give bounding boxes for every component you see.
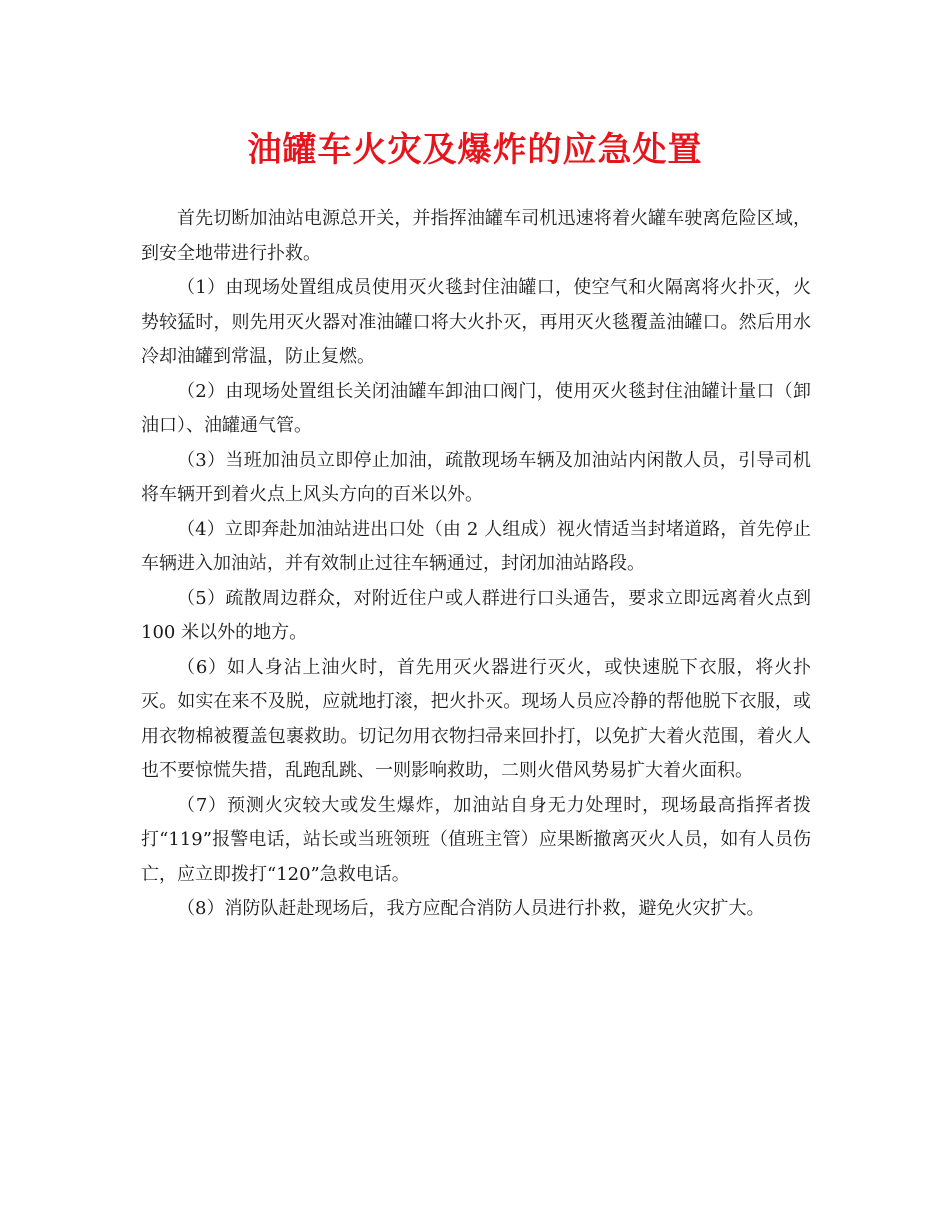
paragraph-intro: 首先切断加油站电源总开关，并指挥油罐车司机迅速将着火罐车驶离危险区域，到安全地带进行扑救。 <box>141 208 811 264</box>
document-title: 油罐车火灾及爆炸的应急处置 <box>247 130 703 170</box>
paragraph-step-1: （1）由现场处置组成员使用灭火毯封住油罐口，使空气和火隔离将火扑灭，火势较猛时，则先用灭火器对准油罐口将大火扑灭，再用灭火毯覆盖油罐口。然后用水冷却油罐到常温，防止复燃。 <box>141 277 811 367</box>
paragraph-step-2: （2）由现场处置组长关闭油罐车卸油口阀门，使用灭火毯封住油罐计量口（卸油口）、油罐通气管。 <box>141 380 811 436</box>
paragraph-step-8: （8）消防队赶赴现场后，我方应配合消防人员进行扑救，避免火灾扩大。 <box>177 898 765 919</box>
paragraph-step-5: （5）疏散周边群众，对附近住户或人群进行口头通告，要求立即远离着火点到 100 米以外的地方。 <box>141 587 811 643</box>
paragraph-step-6: （6）如人身沾上油火时，首先用灭火器进行灭火，或快速脱下衣服，将火扑灭。如实在来不及脱，应就地打滚，把火扑灭。现场人员应冷静的帮他脱下衣服，或用衣物棉被覆盖包裹救助。切记勿用衣物扫帚来回扑打，以免扩大着火范围，着火人也不要惊慌失措，乱跑乱跳、一则影响救助，二则火借风势易扩大着火面积。 <box>141 656 811 781</box>
paragraph-step-3: （3）当班加油员立即停止加油，疏散现场车辆及加油站内闲散人员，引导司机将车辆开到着火点上风头方向的百米以外。 <box>141 449 811 505</box>
paragraph-step-4: （4）立即奔赴加油站进出口处（由 2 人组成）视火情适当封堵道路，首先停止车辆进入加油站，并有效制止过往车辆通过，封闭加油站路段。 <box>141 518 811 574</box>
paragraph-step-7: （7）预测火灾较大或发生爆炸，加油站自身无力处理时，现场最高指挥者拨打“119”报警电话，站长或当班领班（值班主管）应果断撤离灭火人员，如有人员伤亡，应立即拨打“120”急救电话。 <box>141 794 811 885</box>
document-body <box>141 202 811 927</box>
